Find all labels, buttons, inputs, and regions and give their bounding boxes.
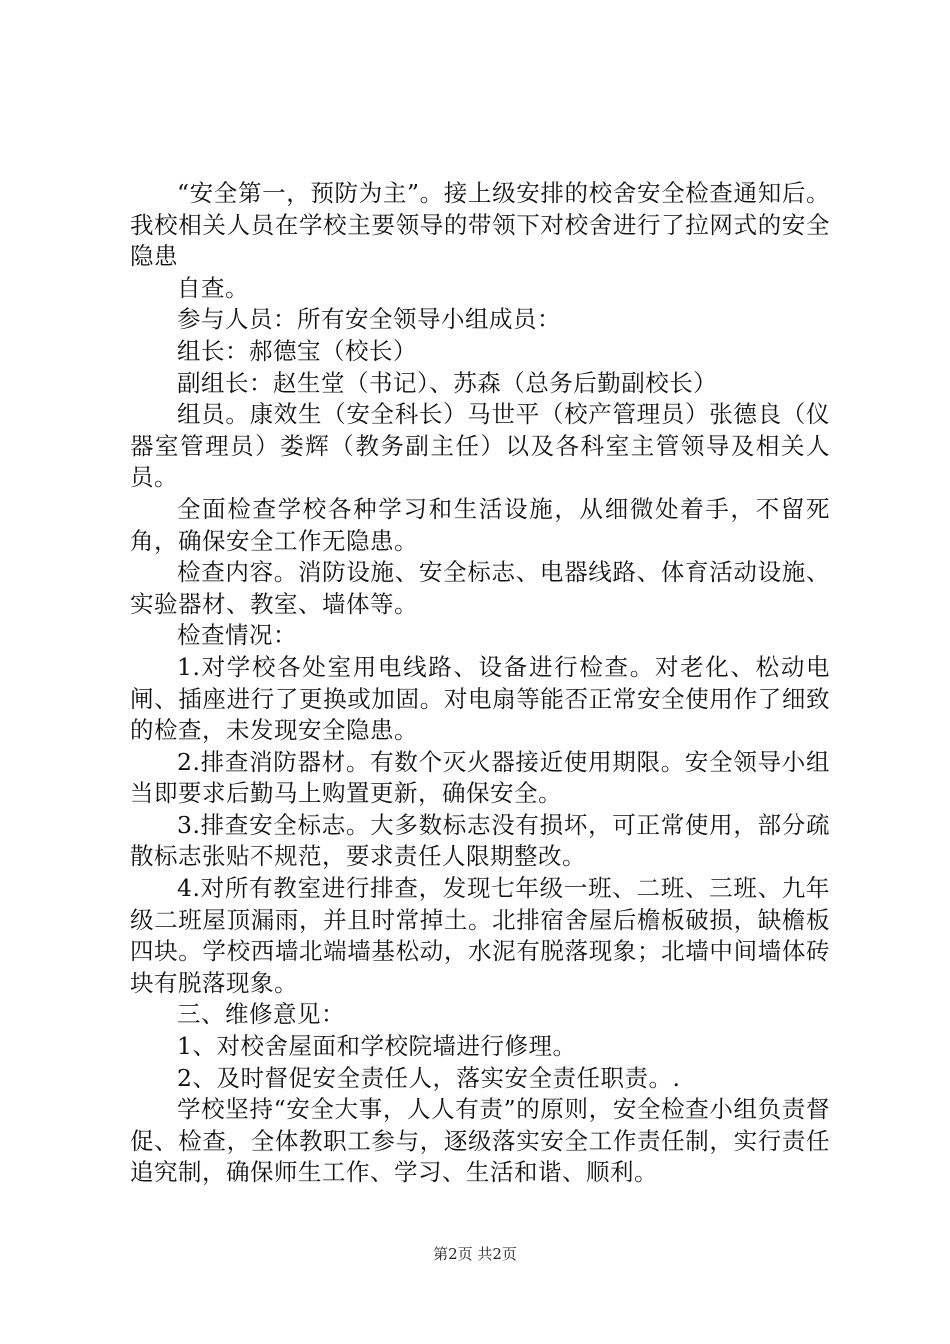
paragraph-repair-1: 1、对校舍屋面和学校院墙进行修理。 [177, 1032, 577, 1061]
document-body [130, 178, 830, 1189]
paragraph-scope: 全面检查学校各种学习和生活设施，从细微处着手，不留死角，确保安全工作无隐患。 [130, 494, 830, 555]
paragraph-finding-1: 1.对学校各处室用电线路、设备进行检查。对老化、松动电闸、插座进行了更换或加固。对电扇等能否正常安全使用作了细致的检查，未发现安全隐患。 [130, 652, 830, 745]
paragraph-intro: “安全第一，预防为主”。接上级安排的校舍安全检查通知后。我校相关人员在学校主要领导的带领下对校舍进行了拉网式的安全隐患 [130, 179, 830, 271]
paragraph-conclusion: 学校坚持“安全大事，人人有责”的原则，安全检查小组负责督促、检查，全体教职工参与，逐级落实安全工作责任制，实行责任追究制，确保师生工作、学习、生活和谐、顺利。 [130, 1095, 830, 1187]
paragraph-repair-2: 2、及时督促安全责任人，落实安全责任职责。. [177, 1063, 681, 1092]
paragraph-deputy-leader: 副组长：赵生堂（书记）、苏森（总务后勤副校长） [177, 368, 718, 397]
paragraph-repair-heading: 三、维修意见： [177, 1000, 345, 1029]
paragraph-finding-2: 2.排查消防器材。有数个灭火器接近使用期限。安全领导小组当即要求后勤马上购置更新，确保安全。 [130, 747, 830, 808]
paragraph-finding-3: 3.排查安全标志。大多数标志没有损坏，可正常使用，部分疏散标志张贴不规范，要求责任人限期整改。 [130, 810, 830, 871]
paragraph-members: 组员。康效生（安全科长）马世平（校产管理员）张德良（仪器室管理员）娄辉（教务副主任）以及各科室主管领导及相关人员。 [130, 400, 830, 492]
paragraph-self-check: 自查。 [177, 273, 249, 302]
paragraph-leader: 组长：郝德宝（校长） [177, 336, 417, 365]
paragraph-inspection-status-heading: 检查情况： [177, 621, 297, 650]
paragraph-inspection-content: 检查内容。消防设施、安全标志、电器线路、体育活动设施、实验器材、教室、墙体等。 [130, 558, 830, 618]
paragraph-participants: 参与人员：所有安全领导小组成员： [177, 305, 561, 334]
page-number-footer: 第2页 共2页 [433, 1245, 517, 1263]
paragraph-finding-4: 4.对所有教室进行排查，发现七年级一班、二班、三班、九年级二班屋顶漏雨，并且时常掉土。北排宿舍屋后檐板破损，缺檐板四块。学校西墙北端墙基松动，水泥有脱落现象；北墙中间墙体砖块有脱落现象。 [130, 874, 830, 997]
